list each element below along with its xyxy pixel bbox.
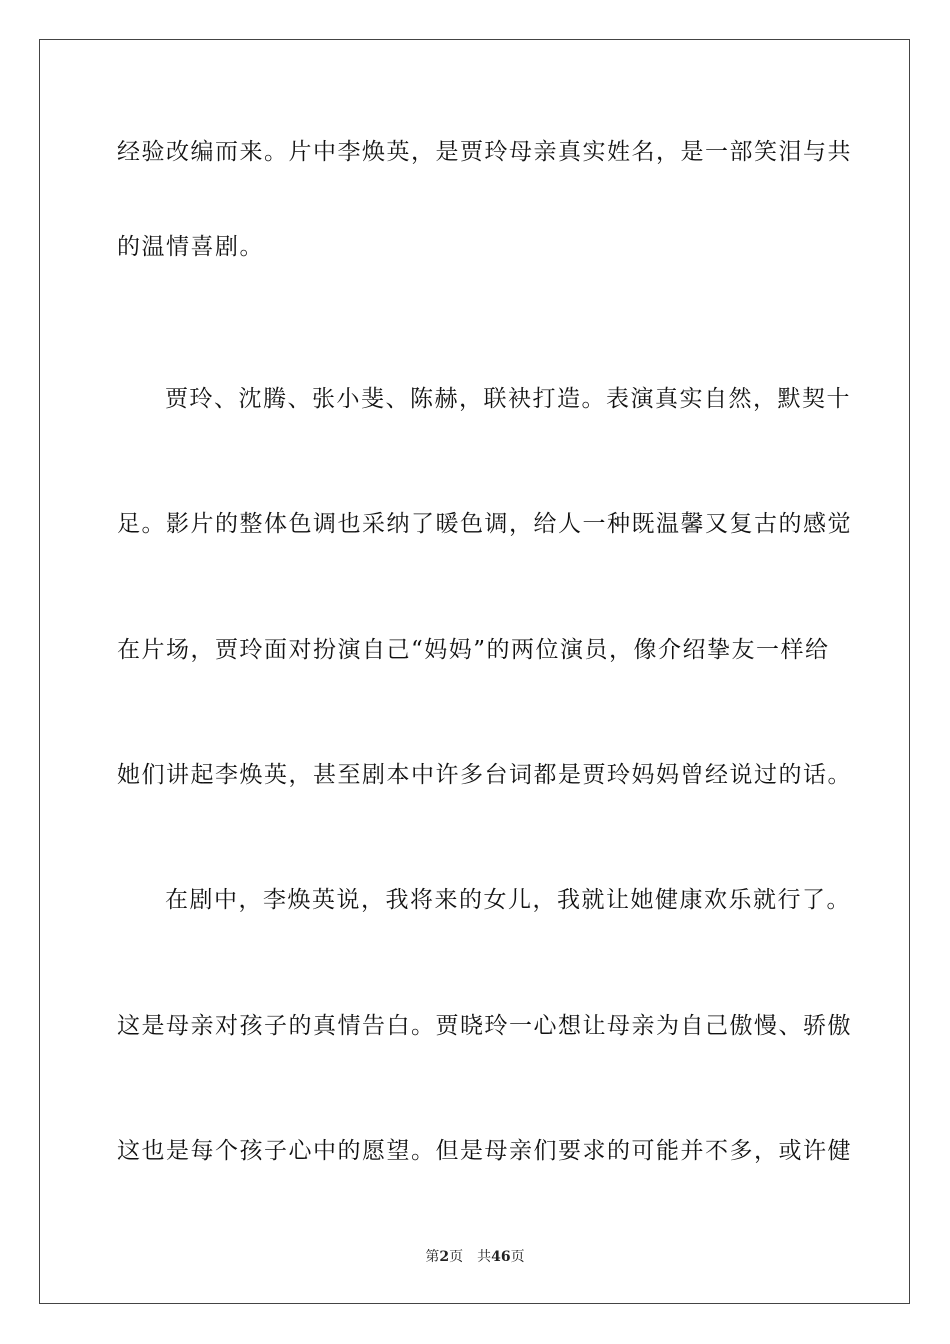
text-line-7: 在剧中，李焕英说，我将来的女儿，我就让她健康欢乐就行了。 [165, 887, 851, 913]
page-suffix: 页 [449, 1249, 464, 1265]
page-prefix: 第 [425, 1249, 440, 1265]
text-line-4: 足。影片的整体色调也采纳了暖色调，给人一种既温馨又复古的感觉 [117, 511, 852, 537]
text-line-6: 她们讲起李焕英，甚至剧本中许多台词都是贾玲妈妈曾经说过的话。 [117, 762, 852, 788]
page-frame [39, 39, 910, 1304]
total-suffix: 页 [510, 1249, 525, 1265]
total-pages: 46 [491, 1249, 511, 1265]
text-line-1: 经验改编而来。片中李焕英，是贾玲母亲真实姓名，是一部笑泪与共 [117, 139, 852, 165]
text-line-8: 这是母亲对孩子的真情告白。贾晓玲一心想让母亲为自己傲慢、骄傲 [117, 1013, 852, 1039]
total-prefix: 共 [477, 1249, 492, 1265]
text-line-2: 的温情喜剧。 [117, 234, 264, 260]
page-number: 2 [439, 1249, 450, 1265]
page-footer [0, 1247, 950, 1267]
text-line-9: 这也是每个孩子心中的愿望。但是母亲们要求的可能并不多，或许健 [117, 1138, 852, 1164]
text-line-3: 贾玲、沈腾、张小斐、陈赫，联袂打造。表演真实自然，默契十 [165, 386, 851, 412]
text-line-5: 在片场，贾玲面对扮演自己“妈妈”的两位演员，像介绍挚友一样给 [117, 637, 830, 663]
